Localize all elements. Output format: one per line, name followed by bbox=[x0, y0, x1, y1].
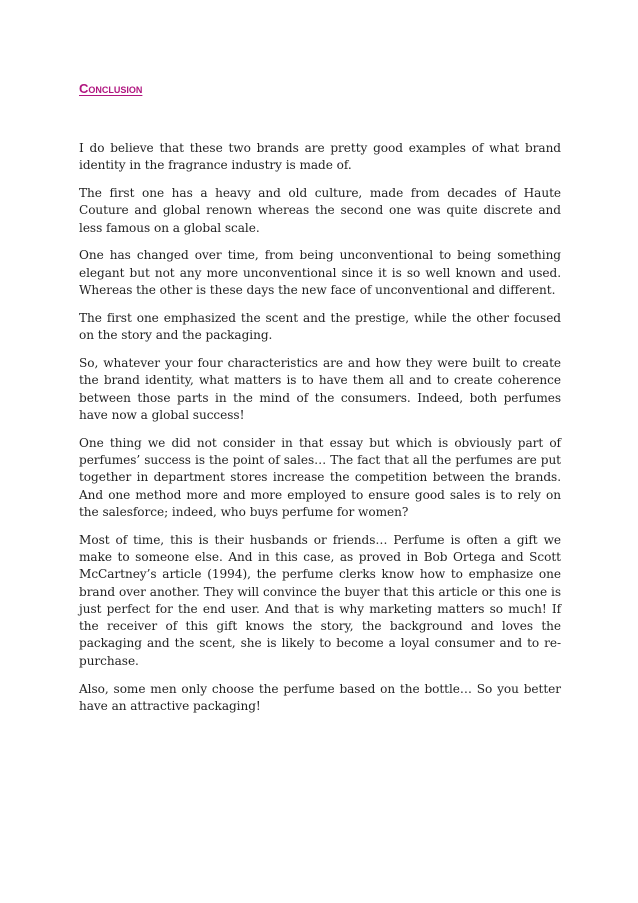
section-heading: Conclusion bbox=[79, 81, 143, 96]
paragraph: I do believe that these two brands are pretty good examples of what brand identity in the fragrance industry is made of. bbox=[79, 141, 561, 173]
document-body bbox=[79, 140, 561, 715]
paragraph: So, whatever your four characteristics are and how they were built to create the brand identity, what matters is to have them all and to create coherence between those parts in the mind of the consumers. Indeed, both perfumes have now a global success! bbox=[79, 355, 561, 422]
paragraph: The first one emphasized the scent and the prestige, while the other focused on the story and the packaging. bbox=[79, 310, 561, 343]
paragraph: Also, some men only choose the perfume based on the bottle… So you better have an attractive packaging! bbox=[79, 681, 561, 713]
paragraph: One thing we did not consider in that essay but which is obviously part of perfumes’ success is the point of sales… The fact that all the perfumes are put together in department stores increase the competition between the brands. And one method more and more employed to ensure good sales is to rely on the salesforce; indeed, who buys perfume for women? bbox=[79, 435, 561, 519]
paragraph: One has changed over time, from being unconventional to being something elegant but not any more unconventional since it is so well known and used. Whereas the other is these days the new face of unconventional and different. bbox=[79, 248, 561, 298]
paragraph: The first one has a heavy and old culture, made from decades of Haute Couture and global renown whereas the second one was quite discrete and less famous on a global scale. bbox=[79, 186, 561, 235]
document-page bbox=[79, 78, 561, 726]
paragraph: Most of time, this is their husbands or friends… Perfume is often a gift we make to someone else. And in this case, as proved in Bob Ortega and Scott McCartney’s article (1994), the perfume clerks know how to emphasize one brand over another. They will convince the buyer that this article or this one is just perfect for the end user. And that is why marketing matters so much! If the receiver of this gift knows the story, the background and loves the packaging and the scent, she is likely to become a loyal consumer and to re-purchase. bbox=[79, 532, 561, 668]
